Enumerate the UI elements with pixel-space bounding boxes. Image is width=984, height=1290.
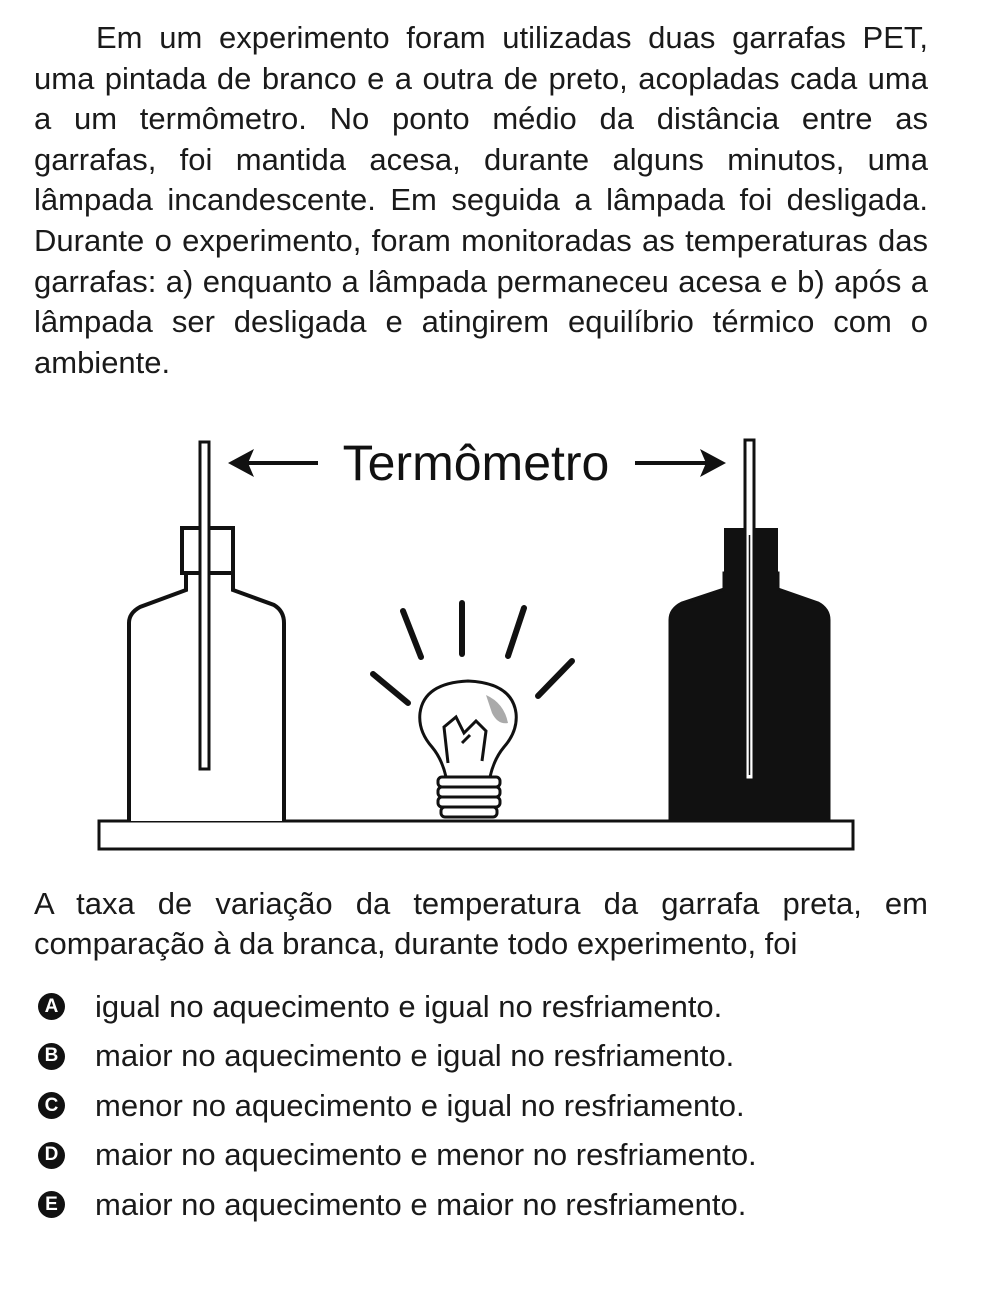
light-bulb-icon (373, 603, 572, 817)
arrow-right-icon (635, 449, 726, 477)
option-letter-badge: E (38, 1191, 65, 1218)
option-text: maior no aquecimento e igual no resfriamento. (95, 1038, 735, 1074)
option-c[interactable] (38, 1081, 938, 1131)
option-d[interactable] (38, 1131, 938, 1181)
option-letter-badge: A (38, 993, 65, 1020)
option-text: menor no aquecimento e igual no resfriamento. (95, 1087, 745, 1123)
arrow-left-icon (228, 449, 318, 477)
option-text: maior no aquecimento e menor no resfriamento. (95, 1137, 757, 1173)
option-letter-badge: B (38, 1043, 65, 1070)
option-letter-badge: C (38, 1092, 65, 1119)
option-text: maior no aquecimento e maior no resfriamento. (95, 1186, 747, 1222)
option-b[interactable] (38, 1032, 938, 1082)
option-e[interactable] (38, 1180, 938, 1230)
thermometer-label: Termômetro (342, 435, 610, 491)
option-a[interactable] (38, 982, 938, 1032)
experiment-figure (90, 425, 870, 865)
option-text: igual no aquecimento e igual no resfriamento. (95, 988, 723, 1024)
question-stem: A taxa de variação da temperatura da garrafa preta, em comparação à da branca, durante todo experimento, foi (34, 886, 928, 961)
intro-paragraph: Em um experimento foram utilizadas duas garrafas PET, uma pintada de branco e a outra de preto, acopladas cada uma a um termômetro. No ponto médio da distância entre as garrafas, foi mantida acesa, durante alguns minutos, uma lâmpada incandescente. Em seguida a lâmpada foi desligada. Durante o experimento, foram monitoradas as temperaturas das garrafas: a) enquanto a lâmpada permaneceu acesa e b) após a lâmpada ser desligada e atingirem equilíbrio térmico com o ambiente. (34, 20, 928, 380)
thermometer-icon (200, 442, 209, 769)
option-letter-badge: D (38, 1142, 65, 1169)
base-shelf (99, 821, 853, 849)
answer-options (38, 982, 938, 1230)
